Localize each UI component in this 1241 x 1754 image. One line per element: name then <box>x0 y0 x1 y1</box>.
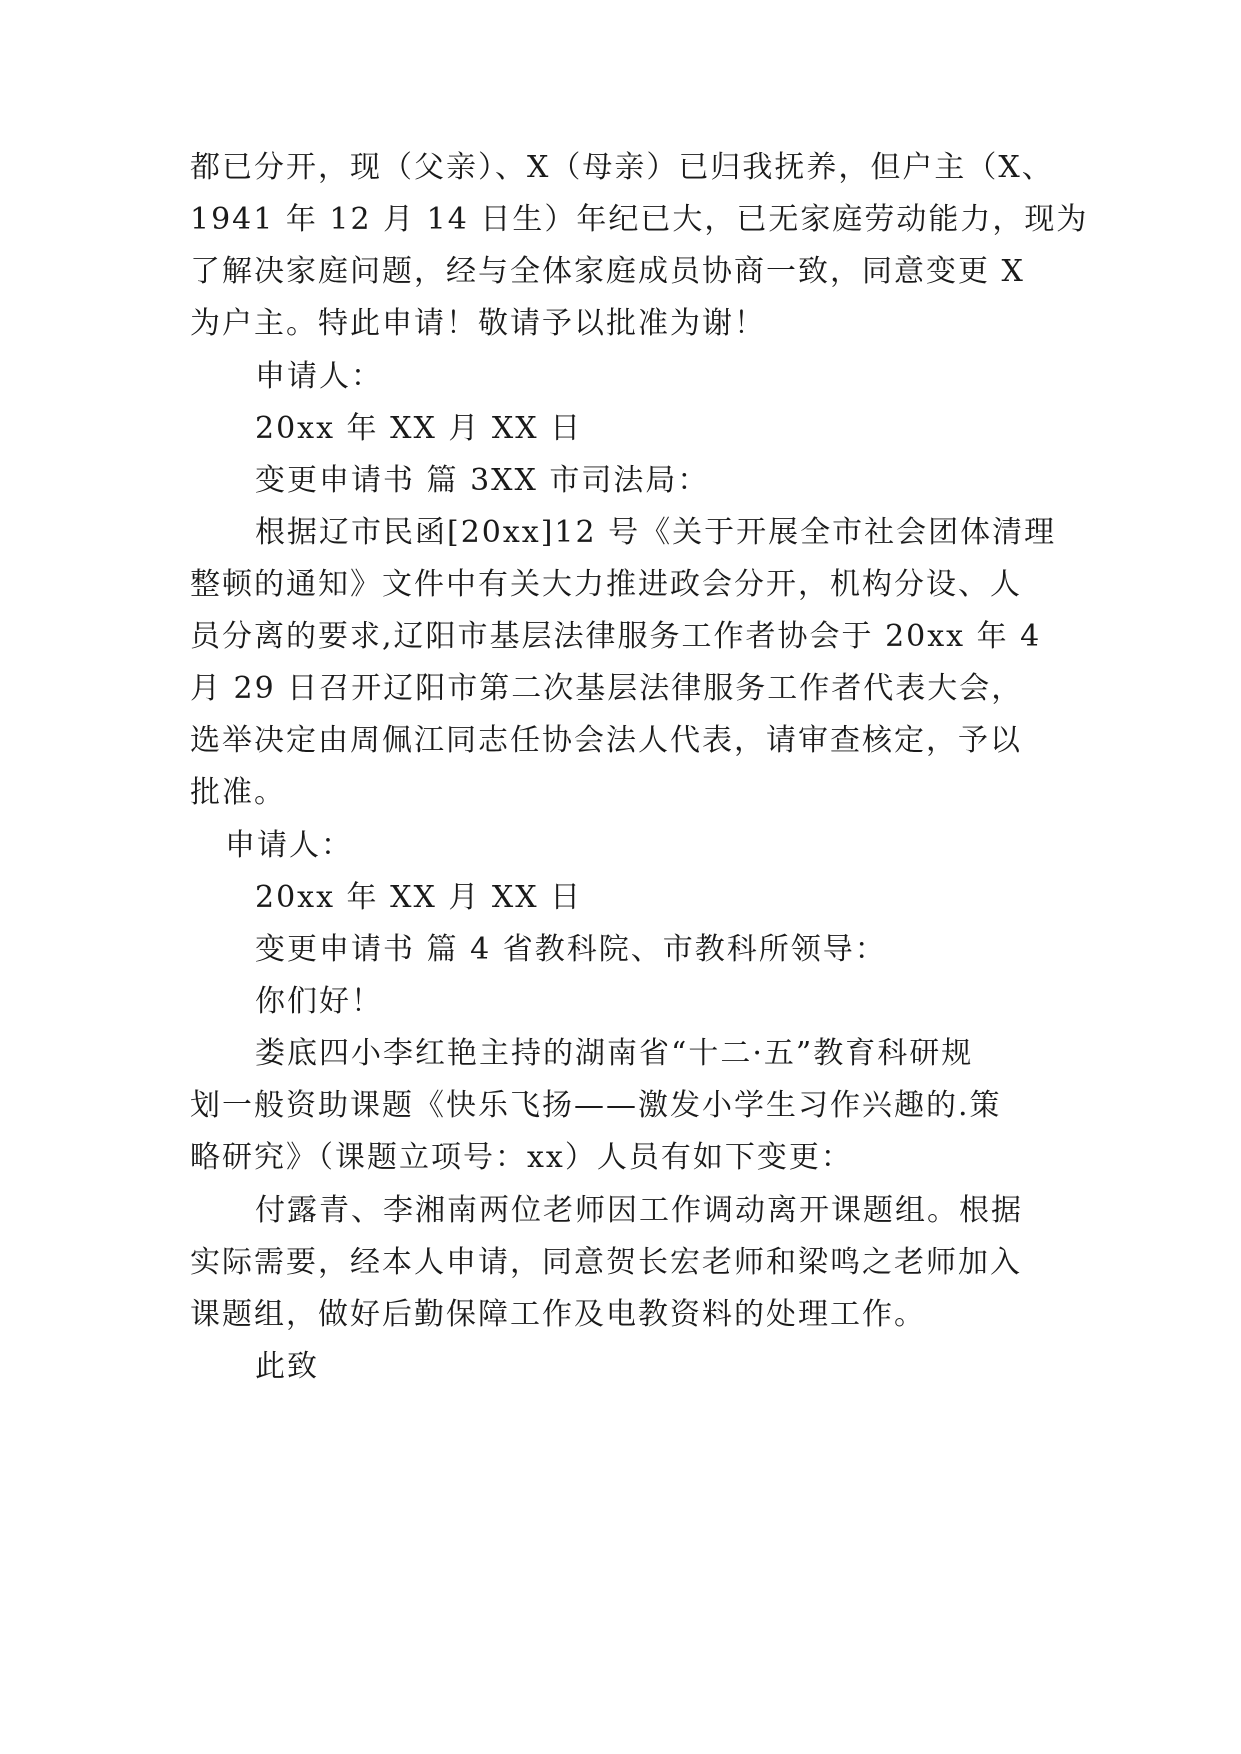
applicant-label: 申请人： <box>225 828 353 863</box>
text-line: 整顿的通知》文件中有关大力推进政会分开，机构分设、人 <box>190 567 1022 602</box>
section-heading: 变更申请书 篇 4 省教科院、市教科所领导： <box>255 932 887 967</box>
date-line: 20xx 年 XX 月 XX 日 <box>255 880 583 915</box>
text-line: 员分离的要求,辽阳市基层法律服务工作者协会于 20xx 年 4 <box>190 619 1042 654</box>
text-line: 1941 年 12 月 14 日生）年纪已大，已无家庭劳动能力，现为 <box>190 202 1089 237</box>
text-line: 根据辽市民函[20xx]12 号《关于开展全市社会团体清理 <box>255 515 1057 550</box>
closing-line: 此致 <box>255 1349 319 1384</box>
section-heading: 变更申请书 篇 3XX 市司法局： <box>255 463 710 498</box>
text-line: 月 29 日召开辽阳市第二次基层法律服务工作者代表大会， <box>190 671 1024 706</box>
text-line: 付露青、李湘南两位老师因工作调动离开课题组。根据 <box>255 1193 1023 1228</box>
text-line: 划一般资助课题《快乐飞扬——激发小学生习作兴趣的.策 <box>190 1088 1002 1123</box>
text-line: 为户主。特此申请！敬请予以批准为谢！ <box>190 306 766 341</box>
text-line: 了解决家庭问题，经与全体家庭成员协商一致，同意变更 X <box>190 254 1025 289</box>
text-line: 略研究》（课题立项号：xx）人员有如下变更： <box>190 1140 853 1175</box>
text-line: 实际需要，经本人申请，同意贺长宏老师和梁鸣之老师加入 <box>190 1245 1022 1280</box>
text-line: 批准。 <box>190 775 286 810</box>
greeting: 你们好！ <box>255 984 383 1019</box>
text-line: 选举决定由周佩江同志任协会法人代表，请审查核定，予以 <box>190 723 1022 758</box>
date-line: 20xx 年 XX 月 XX 日 <box>255 411 583 446</box>
text-line: 都已分开，现（父亲）、X（母亲）已归我抚养，但户主（X、 <box>190 150 1054 185</box>
applicant-label: 申请人： <box>255 359 383 394</box>
text-line: 娄底四小李红艳主持的湖南省“十二·五”教育科研规 <box>255 1036 974 1071</box>
text-line: 课题组，做好后勤保障工作及电教资料的处理工作。 <box>190 1297 926 1332</box>
